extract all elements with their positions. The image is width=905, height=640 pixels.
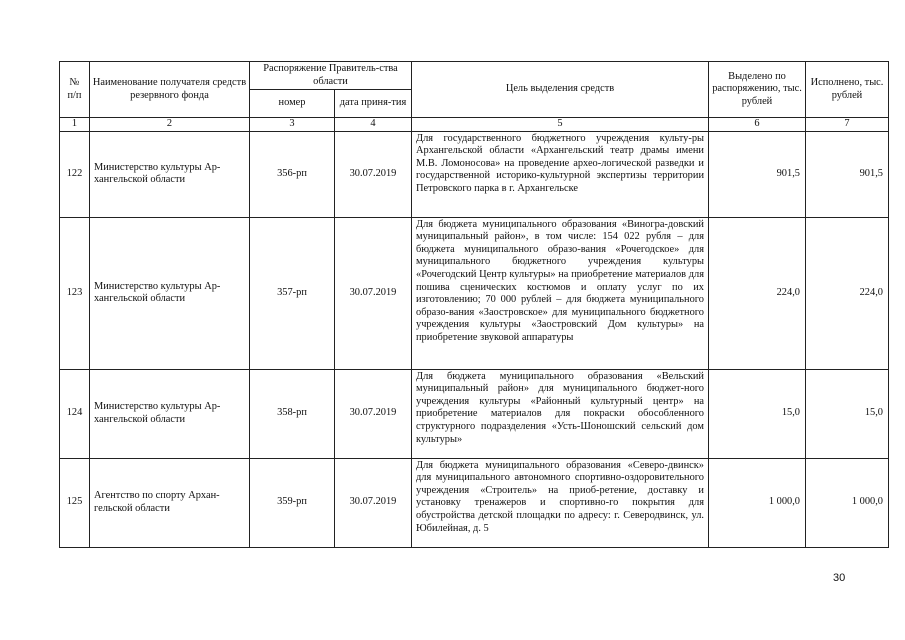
header-order-date: дата приня-тия: [335, 90, 412, 118]
page-number: 30: [833, 572, 846, 584]
row-allocated: 1 000,0: [709, 458, 806, 547]
row-executed: 224,0: [806, 217, 889, 369]
row-order-date: 30.07.2019: [335, 217, 412, 369]
row-order-number: 356-рп: [250, 131, 335, 217]
row-num: 122: [60, 131, 90, 217]
row-num: 125: [60, 458, 90, 547]
row-order-number: 357-рп: [250, 217, 335, 369]
row-order-number: 358-рп: [250, 369, 335, 458]
header-row-1: [60, 62, 889, 90]
header-allocated: Выделено по распоряжению, тыс. рублей: [709, 62, 806, 118]
row-recipient: Агентство по спорту Архан-гельской области: [90, 458, 250, 547]
col-number: 5: [412, 118, 709, 132]
row-recipient: Министерство культуры Ар-хангельской области: [90, 217, 250, 369]
row-recipient: Министерство культуры Ар-хангельской области: [90, 369, 250, 458]
row-num: 123: [60, 217, 90, 369]
table-row: [60, 217, 889, 369]
col-number: 6: [709, 118, 806, 132]
header-recipient: Наименование получателя средств резервного фонда: [90, 62, 250, 118]
table-row: [60, 369, 889, 458]
row-purpose: Для бюджета муниципального образования «Вельский муниципальный район» для муниципального бюджет-ного учреждения культуры «Районный культурный центр» на приобретение материалов для покраски обособленного структурного подразделения «Усть-Шоношский сельский дом культуры»: [412, 369, 709, 458]
row-executed: 1 000,0: [806, 458, 889, 547]
row-order-date: 30.07.2019: [335, 369, 412, 458]
col-number: 2: [90, 118, 250, 132]
header-order-number: номер: [250, 90, 335, 118]
row-purpose: Для бюджета муниципального образования «Виногра-довский муниципальный район», в том числе: 154 022 рубля – для бюджета муниципального образо-вания «Рочегодское» для муниципального бюджетного учреждения культуры «Рочегодский Центр культуры» на приобретение материалов для пошива сценических костюмов и оплату услуг по их изготовлению; 70 000 рублей – для бюджета муниципального образо-вания «Заостровское» для муниципального бюджетного учреждения культуры «Заостровский Дом культуры» на приобретение звуковой аппаратуры: [412, 217, 709, 369]
row-allocated: 224,0: [709, 217, 806, 369]
row-recipient: Министерство культуры Ар-хангельской области: [90, 131, 250, 217]
col-number: 1: [60, 118, 90, 132]
col-number: 7: [806, 118, 889, 132]
header-order: Распоряжение Правитель-ства области: [250, 62, 412, 90]
row-purpose: Для государственного бюджетного учреждения культу-ры Архангельской области «Архангельский театр драмы имени М.В. Ломоносова» на проведение архео-логической разведки и государственной историко-культурной экспертизы территории Петровского парка в г. Архангельске: [412, 131, 709, 217]
row-order-date: 30.07.2019: [335, 458, 412, 547]
row-order-date: 30.07.2019: [335, 131, 412, 217]
row-purpose: Для бюджета муниципального образования «Северо-двинск» для муниципального автономного спортивно-оздоровительного учреждения «Строитель» на приоб-ретение, доставку и установку тренажеров и спортивно-го покрытия для обустройства детской площадки по адресу: г. Северодвинск, ул. Юбилейная, д. 5: [412, 458, 709, 547]
row-allocated: 15,0: [709, 369, 806, 458]
table-row: [60, 458, 889, 547]
row-executed: 901,5: [806, 131, 889, 217]
header-num: № п/п: [60, 62, 90, 118]
col-number: 4: [335, 118, 412, 132]
reserve-fund-table: [59, 61, 889, 548]
row-num: 124: [60, 369, 90, 458]
col-number: 3: [250, 118, 335, 132]
column-numbers-row: [60, 118, 889, 132]
header-executed: Исполнено, тыс. рублей: [806, 62, 889, 118]
header-purpose: Цель выделения средств: [412, 62, 709, 118]
row-executed: 15,0: [806, 369, 889, 458]
row-allocated: 901,5: [709, 131, 806, 217]
row-order-number: 359-рп: [250, 458, 335, 547]
table-row: [60, 131, 889, 217]
